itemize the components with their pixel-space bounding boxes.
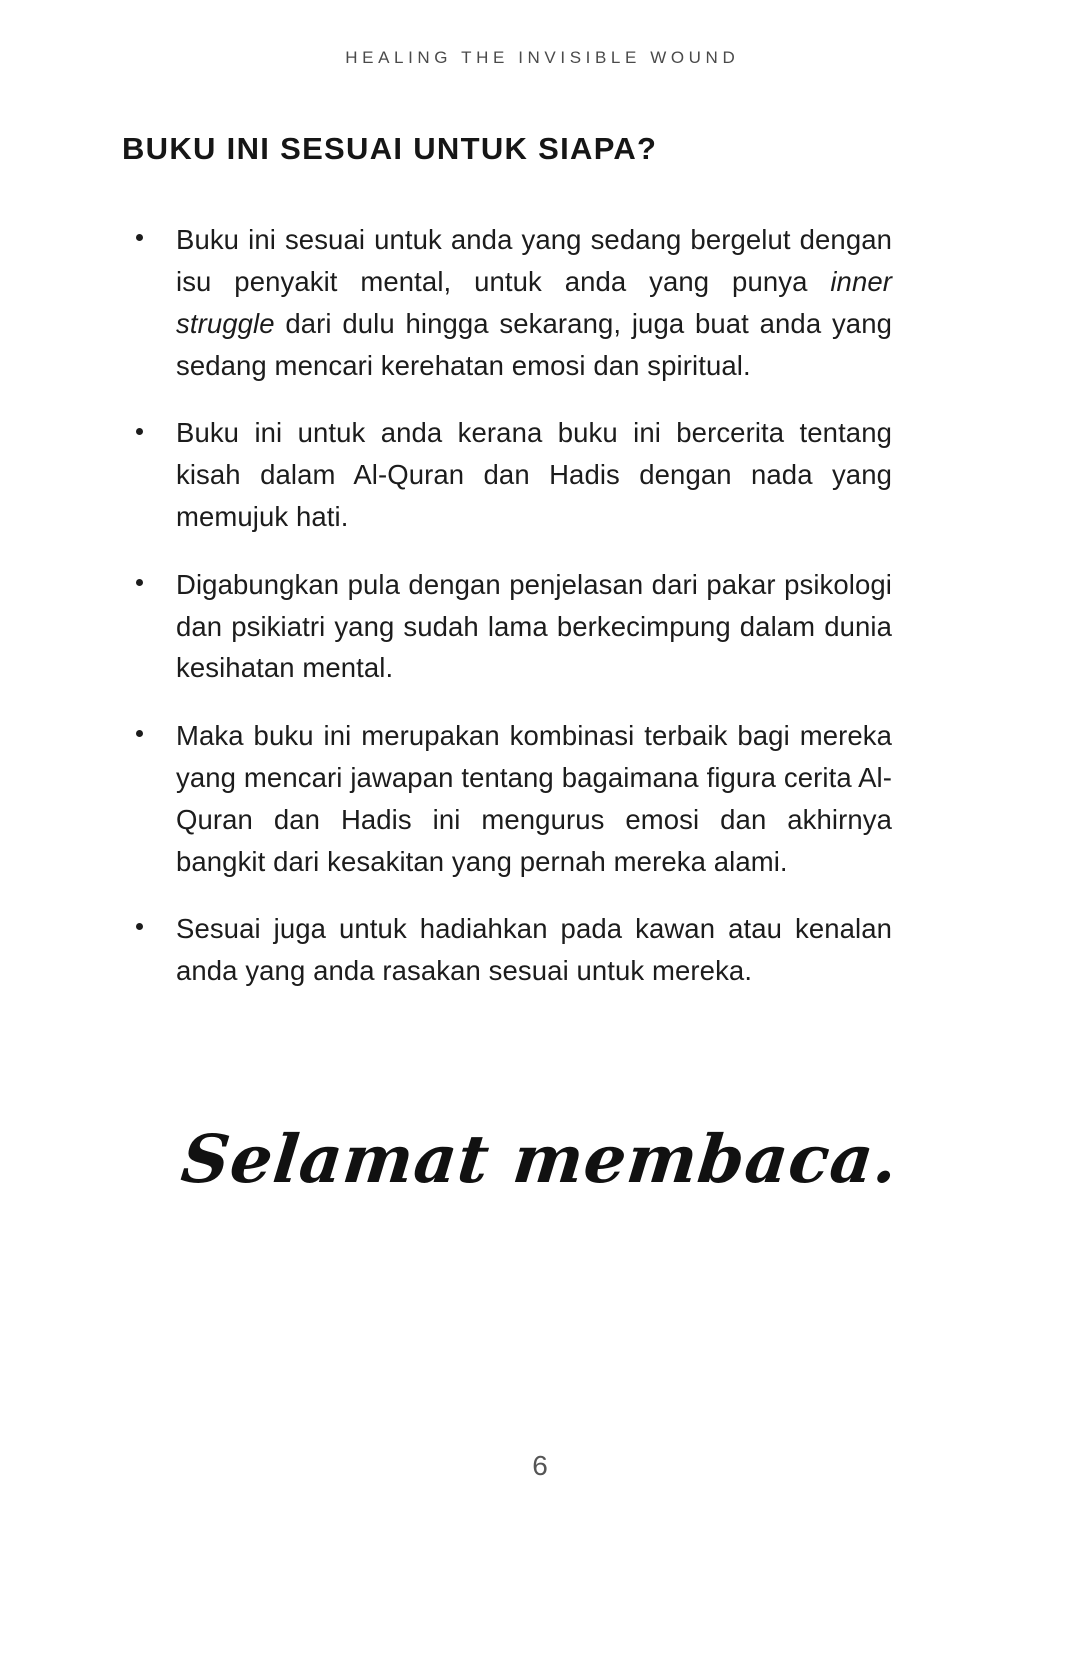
bullet-list (122, 219, 892, 992)
list-item-text (176, 412, 892, 537)
body-text: Buku ini sesuai untuk anda yang sedang bergelut dengan isu penyakit mental, untuk anda yang punya (176, 224, 892, 297)
body-text: Buku ini untuk anda kerana buku ini bercerita tentang kisah dalam Al-Quran dan Hadis dengan nada yang memujuk hati. (176, 417, 892, 532)
bullet-dot-icon (136, 579, 143, 586)
closing-script-text: Selamat membaca. (177, 1120, 903, 1198)
emphasis-text: inner struggle (176, 265, 892, 339)
list-item-text (176, 564, 892, 689)
page-number: 6 (532, 1450, 548, 1481)
bullet-dot-icon (136, 234, 143, 241)
list-item-text (176, 219, 892, 386)
list-item (122, 908, 892, 992)
list-item-text (176, 908, 892, 992)
body-text: dari dulu hingga sekarang, juga buat anda yang sedang mencari kerehatan emosi dan spiritual. (176, 307, 892, 381)
page-content (122, 130, 892, 992)
page-title: BUKU INI SESUAI UNTUK SIAPA? (122, 131, 658, 166)
list-item (122, 715, 892, 882)
list-item (122, 564, 892, 689)
bullet-dot-icon (136, 923, 143, 930)
bullet-dot-icon (136, 428, 143, 435)
bullet-dot-icon (136, 730, 143, 737)
running-header: HEALING THE INVISIBLE WOUND (345, 48, 740, 67)
list-item-text (176, 715, 892, 882)
body-text: Digabungkan pula dengan penjelasan dari pakar psikologi dan psikiatri yang sudah lama berkecimpung dalam dunia kesihatan mental. (176, 568, 892, 684)
list-item (122, 219, 892, 386)
body-text: Maka buku ini merupakan kombinasi terbaik bagi mereka yang mencari jawapan tentang bagaimana figura cerita Al-Quran dan Hadis ini mengurus emosi dan akhirnya bangkit dari kesakitan yang pernah mereka alami. (176, 720, 892, 877)
list-item (122, 412, 892, 537)
body-text: Sesuai juga untuk hadiahkan pada kawan atau kenalan anda yang anda rasakan sesuai untuk mereka. (176, 913, 892, 987)
